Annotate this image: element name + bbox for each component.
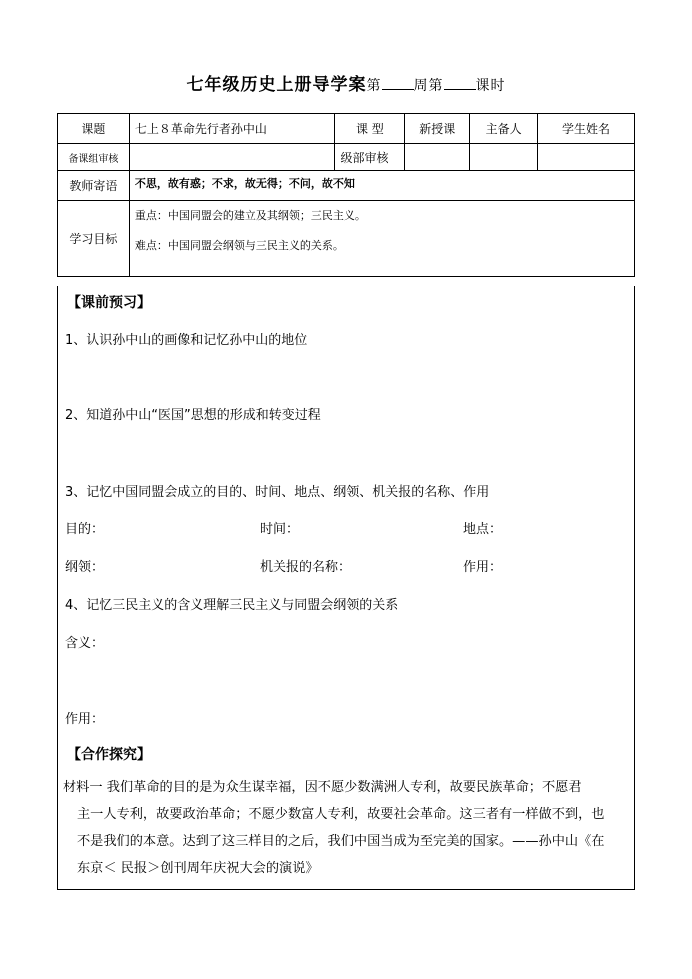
group-review-cell[interactable] [129,144,335,171]
function2-field[interactable]: 作用： [65,712,105,727]
student-name-label: 学生姓名 [538,114,635,144]
page-title [0,70,692,95]
group-review-label: 备课组审核 [58,144,130,171]
material-line-1: 材料一 我们革命的目的是为众生谋幸福，因不愿少数满洲人专利，故要民族革命；不愿君 [63,780,582,795]
goal-difficult: 难点：中国同盟会纲领与三民主义的关系。 [134,239,344,252]
grade-review-cell[interactable] [405,144,470,171]
student-name-cell[interactable] [538,144,635,171]
material-line-4: 东京＜ 民报＞创刊周年庆祝大会的演说》 [77,861,319,876]
question-1: 1、认识孙中山的画像和记忆孙中山的地位 [65,333,308,348]
explore-heading: 【合作探究】 [67,747,151,763]
type-label: 课 型 [335,114,405,144]
meaning-field[interactable]: 含义： [65,636,105,651]
newspaper-field[interactable]: 机关报的名称： [260,560,352,575]
lesson-blank [444,77,476,90]
type-value: 新授课 [405,114,470,144]
goal-key: 重点：中国同盟会的建立及其纲领；三民主义。 [134,209,366,222]
topic-label: 课题 [58,114,130,144]
preview-heading: 【课前预习】 [67,295,151,311]
topic-value: 七上８革命先行者孙中山 [129,114,335,144]
preparer-cell[interactable] [470,144,538,171]
question-3: 3、记忆中国同盟会成立的目的、时间、地点、纲领、机关报的名称、作用 [65,485,490,500]
function-field[interactable]: 作用： [463,560,503,575]
material-line-2: 主一人专利，故要政治革命；不愿少数富人专利，故要社会革命。这三者有一样做不到，也 [77,807,605,822]
header-table [57,113,635,277]
title-main: 七年级历史上册导学案 [186,75,367,95]
worksheet-body [57,286,635,890]
purpose-field[interactable]: 目的： [65,522,105,537]
question-4: 4、记忆三民主义的含义理解三民主义与同盟会纲领的关系 [65,598,399,613]
title-lesson-suffix: 课时 [475,78,506,94]
material-one [63,774,629,882]
program-field[interactable]: 纲领： [65,560,105,575]
message-value: 不思，故有惑；不求，故无得；不问，故不知 [129,171,634,201]
title-week-suffix: 周第 [413,78,444,94]
time-field[interactable]: 时间： [260,522,300,537]
question-2: 2、知道孙中山“医国”思想的形成和转变过程 [65,408,321,423]
material-line-3: 不是我们的本意。达到了这三样目的之后，我们中国当成为至完美的国家。——孙中山《在 [77,834,605,849]
preparer-label: 主备人 [470,114,538,144]
place-field[interactable]: 地点： [463,522,503,537]
goals-cell [129,201,634,277]
title-week-prefix: 第 [366,78,382,94]
grade-review-label: 级部审核 [335,144,405,171]
message-label: 教师寄语 [58,171,130,201]
goals-label: 学习目标 [58,201,130,277]
week-blank [382,77,414,90]
